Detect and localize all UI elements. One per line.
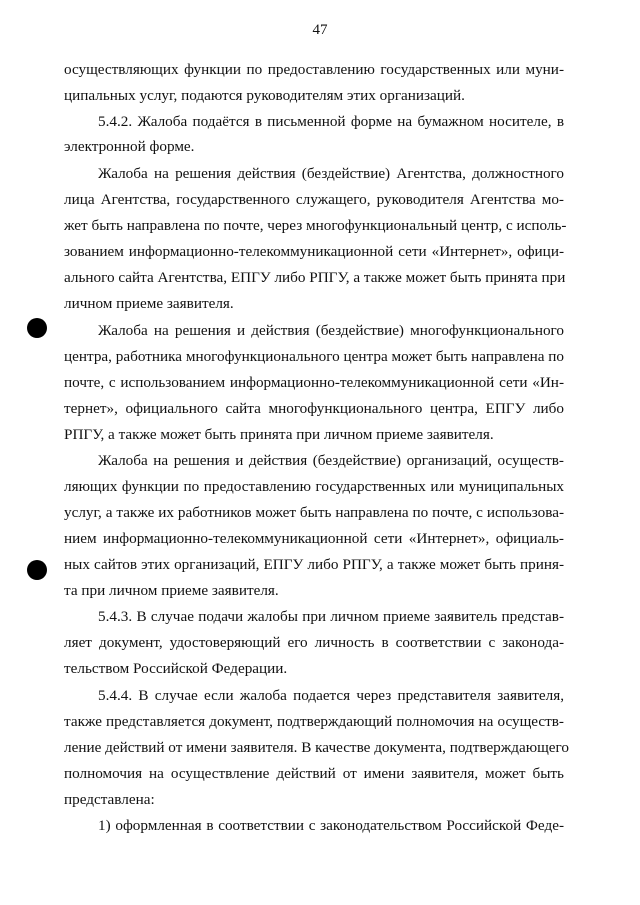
text-line: РПГУ, а также может быть принята при личном приеме заявителя. (64, 426, 494, 443)
text-line: центра, работника многофункционального центра может быть направлена по (64, 348, 564, 365)
text-line: 1) оформленная в соответствии с законодательством Российской Феде- (98, 817, 564, 834)
punch-hole-mark (27, 318, 47, 338)
text-line: жет быть направлена по почте, через многофункциональный центр, с исполь- (64, 217, 567, 234)
text-line: ление действий от имени заявителя. В качестве документа, подтверждающего (64, 739, 569, 756)
text-line: зованием информационно-телекоммуникационной сети «Интернет», офици- (64, 243, 564, 260)
text-line: осуществляющих функции по предоставлению государственных или муни- (64, 61, 564, 78)
text-line: Жалоба на решения действия (бездействие) Агентства, должностного (98, 165, 564, 182)
text-line: тельством Российской Федерации. (64, 660, 288, 677)
text-line: тернет», официального сайта многофункционального центра, ЕПГУ либо (64, 400, 564, 417)
text-line: 5.4.4. В случае если жалоба подается через представителя заявителя, (98, 687, 564, 704)
text-line: ального сайта Агентства, ЕПГУ либо РПГУ, а также может быть принята при (64, 269, 566, 286)
text-line: лица Агентства, государственного служащего, руководителя Агентства мо- (64, 191, 564, 208)
text-line: нием информационно-телекоммуникационной сети «Интернет», официаль- (64, 530, 564, 547)
punch-hole-mark (27, 560, 47, 580)
text-line: 5.4.2. Жалоба подаётся в письменной форме на бумажном носителе, в (98, 113, 564, 130)
text-line: услуг, а также их работников может быть направлена по почте, с использова- (64, 504, 564, 521)
text-line: личном приеме заявителя. (64, 295, 234, 312)
text-line: 5.4.3. В случае подачи жалобы при личном приеме заявитель представ- (98, 608, 564, 625)
text-line: полномочия на осуществление действий от имени заявителя, может быть (64, 765, 564, 782)
text-line: почте, с использованием информационно-телекоммуникационной сети «Ин- (64, 374, 564, 391)
text-line: та при личном приеме заявителя. (64, 582, 279, 599)
page-number: 47 (312, 22, 328, 38)
text-line: ципальных услуг, подаются руководителям этих организаций. (64, 87, 465, 104)
text-line: ляющих функции по предоставлению государственных или муниципальных (64, 478, 564, 495)
text-line: представлена: (64, 791, 155, 808)
text-line: электронной форме. (64, 138, 195, 155)
text-line: ляет документ, удостоверяющий его личность в соответствии с законода- (64, 634, 564, 651)
text-line: ных сайтов этих организаций, ЕПГУ либо РПГУ, а также может быть приня- (64, 556, 564, 573)
text-line: Жалоба на решения и действия (бездействие) организаций, осуществ- (98, 452, 564, 469)
text-line: также представляется документ, подтверждающий полномочия на осуществ- (64, 713, 564, 730)
text-line: Жалоба на решения и действия (бездействие) многофункционального (98, 322, 564, 339)
